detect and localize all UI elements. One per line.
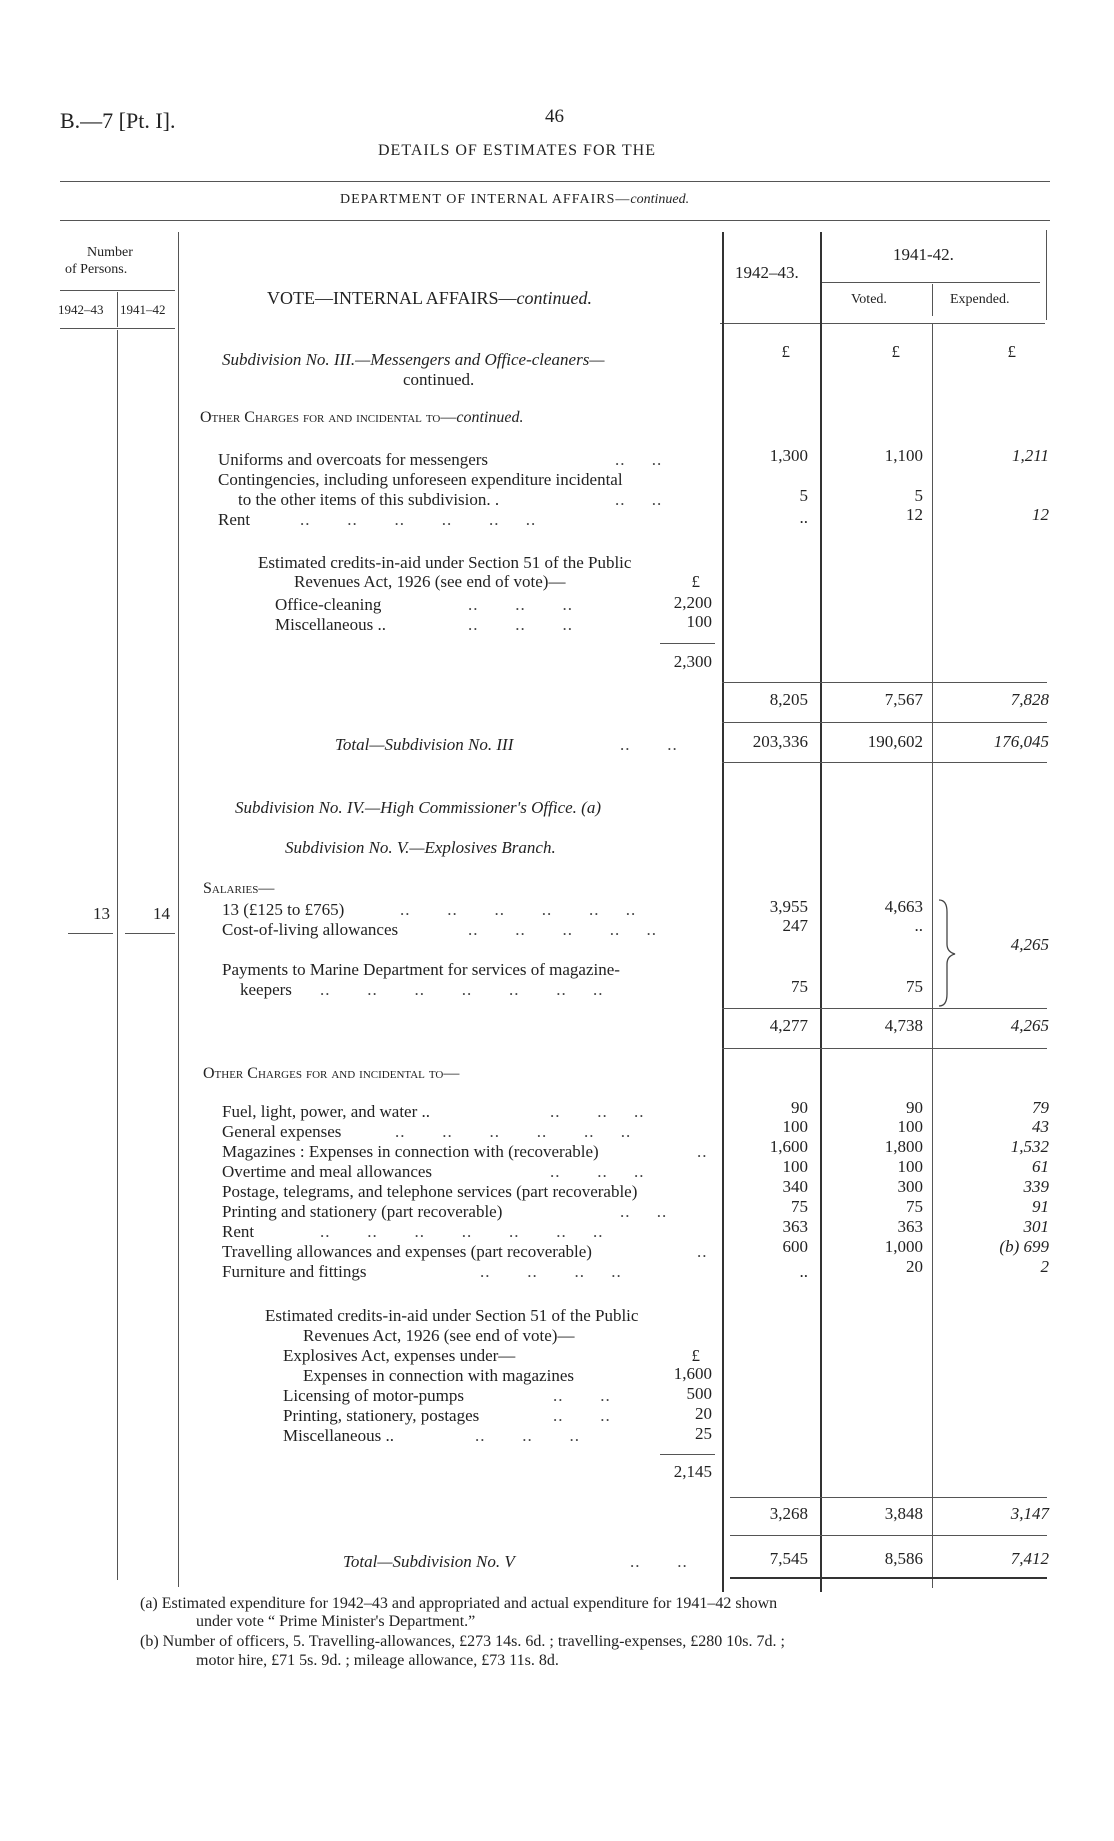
title-rule: [60, 181, 1050, 182]
sub5-credit-label: Expenses in connection with magazines: [303, 1366, 574, 1385]
sub3-item-est: 1,300: [769, 446, 808, 465]
page-title: DETAILS OF ESTIMATES FOR THE: [378, 142, 656, 159]
leader-dots: ..: [697, 1142, 708, 1161]
sub5-subtotal-voted: 3,848: [884, 1504, 923, 1523]
sub5-item-label: Postage, telegrams, and telephone services (part recoverable): [222, 1182, 638, 1201]
leader-dots: .. .. .. .. .. ..: [300, 510, 537, 529]
sub3-title: Subdivision No. III.—Messengers and Office-cleaners—: [222, 350, 605, 369]
sub3-total-rule: [722, 722, 1047, 723]
sub5-credits-line3: Explosives Act, expenses under—: [283, 1346, 516, 1365]
sub3-credits-line2: Revenues Act, 1926 (see end of vote)—: [294, 572, 566, 591]
marine-est: 75: [791, 977, 808, 996]
sub3-item-exp: 12: [1032, 505, 1049, 524]
footnote-b-line2: motor hire, £71 5s. 9d. ; mileage allowance, £73 11s. 8d.: [196, 1652, 559, 1669]
sub5-item-exp: 1,532: [1010, 1137, 1049, 1156]
sub3-pound-exp: £: [1007, 342, 1016, 361]
salaries-exp: 4,265: [1010, 935, 1049, 954]
persons-header-rule: [60, 290, 175, 291]
sub3-subtotal-exp: 7,828: [1010, 690, 1049, 709]
sub5-item-exp: (b) 699: [999, 1237, 1049, 1256]
sub5-item-voted: 75: [906, 1197, 923, 1216]
persons-1941: 14: [153, 904, 170, 923]
sub5-total-voted: 8,586: [884, 1549, 923, 1568]
sub5-item-exp: 301: [1023, 1217, 1049, 1236]
leader-dots: .. .. ..: [550, 1102, 645, 1121]
sub5-credits-pound: £: [691, 1346, 700, 1365]
vote-heading: [267, 288, 592, 309]
persons-left-col-rule: [117, 330, 118, 1580]
sub5-credit-label: Licensing of motor-pumps: [283, 1386, 464, 1405]
voted-expended-divider-top: [932, 284, 933, 316]
salary-item-voted: 4,663: [884, 897, 923, 916]
expended-right-col-rule: [1046, 230, 1047, 320]
sub5-total-exp: 7,412: [1010, 1549, 1049, 1568]
page-ref: B.—7 [Pt. I].: [60, 108, 176, 133]
sub5-item-label: Fuel, light, power, and water ..: [222, 1102, 430, 1121]
salaries-total-rule: [722, 1008, 1047, 1009]
sub3-credits-pound: £: [691, 572, 700, 591]
sub5-item-est: ..: [799, 1262, 808, 1281]
sub5-item-exp: 339: [1023, 1177, 1049, 1196]
sub5-credit-value: 500: [686, 1384, 712, 1403]
sub5-item-label: Furniture and fittings: [222, 1262, 367, 1281]
header-voted: Voted.: [851, 292, 887, 307]
header-year-1942: 1942–43: [58, 302, 104, 317]
leader-dots: .. .. .. .. .. .. ..: [320, 980, 604, 999]
sub3-item-est: ..: [799, 508, 808, 527]
vote-title: VOTE—INTERNAL AFFAIRS—: [267, 288, 517, 308]
salary-item-est: 247: [782, 916, 808, 935]
sub3-item-exp: 1,211: [1012, 446, 1049, 465]
sub5-item-est: 363: [782, 1217, 808, 1236]
sub3-item-label: to the other items of this subdivision. .: [238, 490, 500, 509]
sub5-item-est: 75: [791, 1197, 808, 1216]
leader-dots: .. ..: [615, 450, 663, 469]
sub3-item-label: Contingencies, including unforeseen expenditure incidental: [218, 470, 623, 489]
salaries-total-est: 4,277: [769, 1016, 808, 1035]
sub5-item-label: Magazines : Expenses in connection with (recoverable): [222, 1142, 599, 1161]
sub3-total-label: Total—Subdivision No. III: [335, 735, 514, 754]
sub5-title: Subdivision No. V.—Explosives Branch.: [285, 838, 556, 857]
sub5-credits-line1: Estimated credits-in-aid under Section 51 of the Public: [265, 1306, 639, 1325]
sub3-item-est: 5: [799, 486, 808, 505]
department-heading: [340, 192, 689, 208]
salary-item-voted: ..: [914, 916, 923, 935]
sub5-credits-line2: Revenues Act, 1926 (see end of vote)—: [303, 1326, 575, 1345]
leader-dots: .. .. .. .. .. ..: [400, 900, 637, 919]
salaries-total-voted: 4,738: [884, 1016, 923, 1035]
sub3-total-voted: 190,602: [867, 732, 923, 751]
leader-dots: .. ..: [620, 1202, 668, 1221]
sub5-item-est: 1,600: [769, 1137, 808, 1156]
sub5-item-label: Rent: [222, 1222, 255, 1241]
sub5-item-exp: 79: [1032, 1098, 1049, 1117]
marine-line1: Payments to Marine Department for services of magazine-: [222, 960, 620, 979]
leader-dots: .. ..: [553, 1386, 611, 1405]
persons-year-rule: [60, 328, 175, 329]
sub5-item-voted: 1,000: [884, 1237, 923, 1256]
sub3-item-voted: 5: [914, 486, 923, 505]
sub5-item-voted: 90: [906, 1098, 923, 1117]
sub5-item-label: General expenses: [222, 1122, 342, 1141]
leader-dots: .. .. ..: [468, 595, 573, 614]
sub5-item-voted: 1,800: [884, 1137, 923, 1156]
persons-right-col-rule: [178, 232, 179, 1587]
sub5-total-label: Total—Subdivision No. V: [343, 1552, 515, 1571]
sub3-item-voted: 12: [906, 505, 923, 524]
footnote-a-line2: under vote “ Prime Minister's Department.”: [196, 1613, 476, 1630]
footnote-b-line1: (b) Number of officers, 5. Travelling-allowances, £273 14s. 6d. ; travelling-expenses, £280 10s. 7d. ;: [140, 1633, 785, 1650]
salary-item-label: Cost-of-living allowances: [222, 920, 399, 939]
leader-dots: .. .. ..: [475, 1426, 580, 1445]
header-1941-42: 1941-42.: [893, 245, 954, 264]
sub3-other-charges: [200, 409, 523, 427]
sub5-total-est: 7,545: [769, 1549, 808, 1568]
sub5-item-est: 340: [782, 1177, 808, 1196]
sub3-item-label: Uniforms and overcoats for messengers: [218, 450, 489, 469]
leader-dots: ..: [697, 1242, 708, 1261]
sub5-item-est: 600: [782, 1237, 808, 1256]
header-of-persons: of Persons.: [65, 262, 128, 277]
sub5-credit-value: 20: [695, 1404, 712, 1423]
sub3-total-est: 203,336: [752, 732, 808, 751]
header-bottom-rule: [720, 323, 1045, 324]
sub5-subtotal-exp: 3,147: [1010, 1504, 1049, 1523]
page-number: 46: [545, 106, 564, 127]
sub5-credit-label: Miscellaneous ..: [283, 1426, 394, 1445]
sub5-item-exp: 43: [1032, 1117, 1049, 1136]
department-name: DEPARTMENT OF INTERNAL AFFAIRS—: [340, 192, 631, 207]
header-1941-rule: [822, 282, 1040, 283]
marine-voted: 75: [906, 977, 923, 996]
leader-dots: .. ..: [630, 1552, 688, 1571]
marine-line2: keepers: [240, 980, 292, 999]
persons-1942: 13: [93, 904, 110, 923]
sub5-credit-label: Printing, stationery, postages: [283, 1406, 480, 1425]
sub5-item-label: Printing and stationery (part recoverable): [222, 1202, 503, 1221]
sub5-other-charges: Other Charges for and incidental to—: [203, 1065, 460, 1082]
header-year-1941: 1941–42: [120, 302, 166, 317]
sub5-subtotal-rule: [730, 1497, 1047, 1498]
salaries-total-exp: 4,265: [1010, 1016, 1049, 1035]
sub3-total-bottom-rule: [722, 762, 1047, 763]
header-number: Number: [87, 245, 133, 260]
sub3-pound-voted: £: [891, 342, 900, 361]
persons-underline: [125, 933, 175, 934]
leader-dots: .. ..: [620, 735, 678, 754]
sub5-total-bottom-rule: [730, 1577, 1047, 1579]
sub5-item-est: 100: [782, 1117, 808, 1136]
sub3-title-continued: continued.: [403, 370, 475, 389]
sub5-item-est: 100: [782, 1157, 808, 1176]
persons-col-divider-top: [117, 292, 118, 327]
sub5-item-exp: 91: [1032, 1197, 1049, 1216]
sub5-salaries-heading: Salaries—: [203, 880, 275, 897]
sub4-title: Subdivision No. IV.—High Commissioner's Office. (a): [235, 798, 601, 817]
sub5-item-voted: 100: [897, 1117, 923, 1136]
sub3-credit-label: Office-cleaning: [275, 595, 382, 614]
leader-dots: .. .. ..: [550, 1162, 645, 1181]
sub5-item-est: 90: [791, 1098, 808, 1117]
sub3-credits-total: 2,300: [673, 652, 712, 671]
sub3-total-exp: 176,045: [993, 732, 1049, 751]
sub3-other-charges-continued: continued.: [456, 409, 524, 426]
persons-underline: [68, 933, 113, 934]
leader-dots: .. .. .. .. .. ..: [395, 1122, 632, 1141]
sub3-other-charges-label: Other Charges for and incidental to—: [200, 409, 457, 426]
department-continued: continued.: [630, 192, 690, 207]
sub3-item-voted: 1,100: [884, 446, 923, 465]
leader-dots: .. ..: [553, 1406, 611, 1425]
sub5-credits-rule: [660, 1454, 715, 1455]
sub3-credits-line1: Estimated credits-in-aid under Section 51 of the Public: [258, 553, 632, 572]
sub3-subtotal-rule: [722, 682, 1047, 683]
sub5-credit-value: 25: [695, 1424, 712, 1443]
leader-dots: .. .. .. .. ..: [468, 920, 657, 939]
header-expended: Expended.: [950, 292, 1010, 307]
sub5-subtotal-est: 3,268: [769, 1504, 808, 1523]
sub5-item-voted: 363: [897, 1217, 923, 1236]
department-rule: [60, 220, 1050, 221]
vote-continued: continued.: [516, 288, 592, 308]
header-1942-43: 1942–43.: [735, 263, 799, 282]
sub5-item-label: Overtime and meal allowances: [222, 1162, 433, 1181]
sub5-credits-total: 2,145: [673, 1462, 712, 1481]
sub3-credit-value: 2,200: [673, 593, 712, 612]
sub3-pound-est: £: [781, 342, 790, 361]
sub5-item-voted: 300: [897, 1177, 923, 1196]
sub3-credit-value: 100: [686, 612, 712, 631]
leader-dots: .. .. .. ..: [480, 1262, 622, 1281]
footnote-a-line1: (a) Estimated expenditure for 1942–43 and appropriated and actual expenditure for 1941–42 shown: [140, 1595, 778, 1612]
leader-dots: .. ..: [615, 490, 663, 509]
sub3-item-label: Rent: [218, 510, 251, 529]
sub3-subtotal-voted: 7,567: [884, 690, 923, 709]
sub5-item-voted: 20: [906, 1257, 923, 1276]
salary-item-est: 3,955: [769, 897, 808, 916]
sub3-credit-label: Miscellaneous ..: [275, 615, 386, 634]
sub5-total-rule: [730, 1535, 1047, 1536]
sub3-credits-rule: [660, 643, 715, 644]
sub5-item-exp: 2: [1040, 1257, 1049, 1276]
sub3-subtotal-est: 8,205: [769, 690, 808, 709]
salaries-total-bottom-rule: [722, 1048, 1047, 1049]
sub5-item-label: Travelling allowances and expenses (part recoverable): [222, 1242, 592, 1261]
sub5-item-voted: 100: [897, 1157, 923, 1176]
leader-dots: .. .. ..: [468, 615, 573, 634]
salary-item-label: 13 (£125 to £765): [222, 900, 345, 919]
sub5-credit-value: 1,600: [673, 1364, 712, 1383]
sub5-item-exp: 61: [1032, 1157, 1049, 1176]
leader-dots: .. .. .. .. .. .. ..: [320, 1222, 604, 1241]
